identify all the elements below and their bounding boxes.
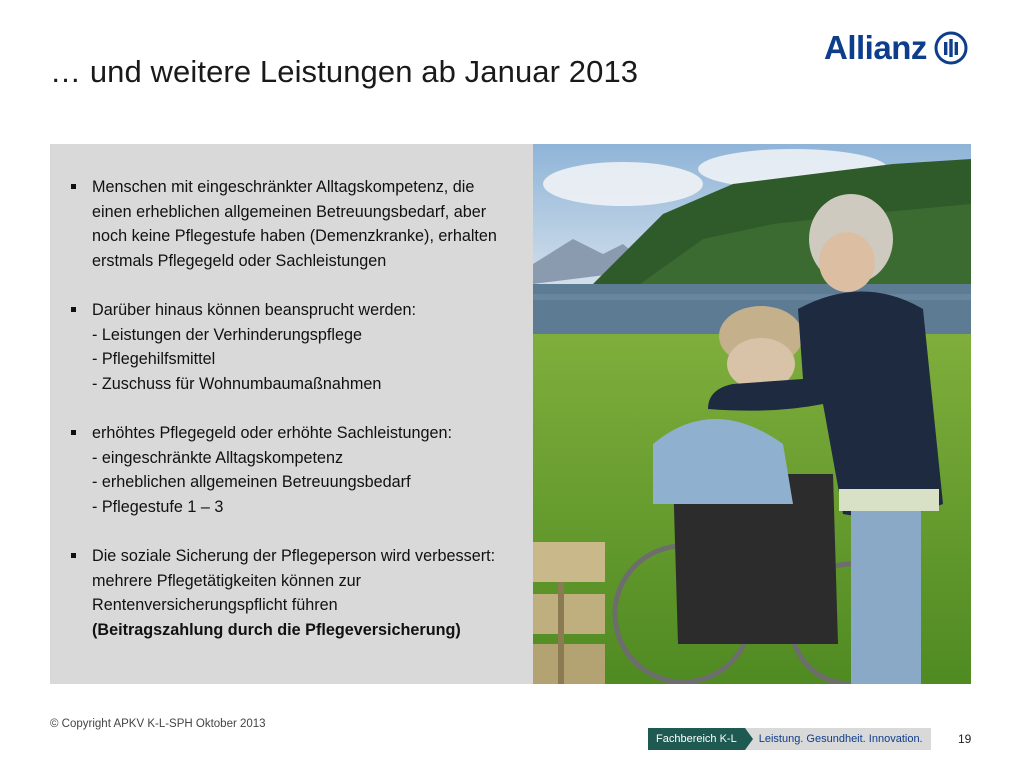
allianz-eagle-icon [934,31,968,65]
bullet-subline: - eingeschränkte Alltagskompetenz [92,448,344,467]
bullet-line: mehrere Pflegetätigkeiten können zur [92,571,362,590]
bullet-line: einen erheblichen allgemeinen Betreuungsbedarf, aber [92,202,487,221]
bullet-square-icon [71,184,76,189]
bullet-subline: - Leistungen der Verhinderungspflege [92,325,362,344]
slogan-label: Leistung. Gesundheit. Innovation. [745,728,931,750]
department-label: Fachbereich K-L [656,733,737,745]
bullet-item [70,175,530,273]
lake-landscape-image [533,144,971,684]
allianz-logo [824,26,976,70]
bullet-line: Darüber hinaus können beansprucht werden: [92,300,416,319]
bullet-subline: - Pflegestufe 1 – 3 [92,497,224,516]
bullet-item [70,544,530,642]
bullet-item [70,421,530,519]
bullet-square-icon [71,430,76,435]
copyright-notice: © Copyright APKV K-L-SPH Oktober 2013 [50,718,266,730]
page-number: 19 [958,732,972,746]
bullet-list [70,175,530,667]
page-title: … und weitere Leistungen ab Januar 2013 [50,54,639,89]
bullet-line: Menschen mit eingeschränkter Alltagskompetenz, die [92,178,475,196]
bullet-subline: - Pflegehilfsmittel [92,350,216,369]
logo-text: Allianz [824,29,927,66]
bullet-line: Die soziale Sicherung der Pflegeperson wird verbessert: [92,546,496,565]
bullet-square-icon [71,553,76,558]
bullet-subline: - Zuschuss für Wohnumbaumaßnahmen [92,374,382,393]
elderly-care-photo [533,144,971,684]
department-tag [648,728,745,750]
arrow-icon [745,728,753,750]
bullet-line: erhöhtes Pflegegeld oder erhöhte Sachleistungen: [92,423,452,442]
footer-tagline [648,728,931,750]
bullet-bold-line: (Beitragszahlung durch die Pflegeversicherung) [92,620,461,639]
bullet-line: noch keine Pflegestufe haben (Demenzkranke), erhalten [92,227,497,246]
bullet-square-icon [71,307,76,312]
bullet-item [70,298,530,396]
bullet-line: erstmals Pflegegeld oder Sachleistungen [92,251,387,270]
bullet-line: Rentenversicherungspflicht führen [92,596,338,615]
bullet-subline: - erheblichen allgemeinen Betreuungsbedarf [92,473,411,492]
